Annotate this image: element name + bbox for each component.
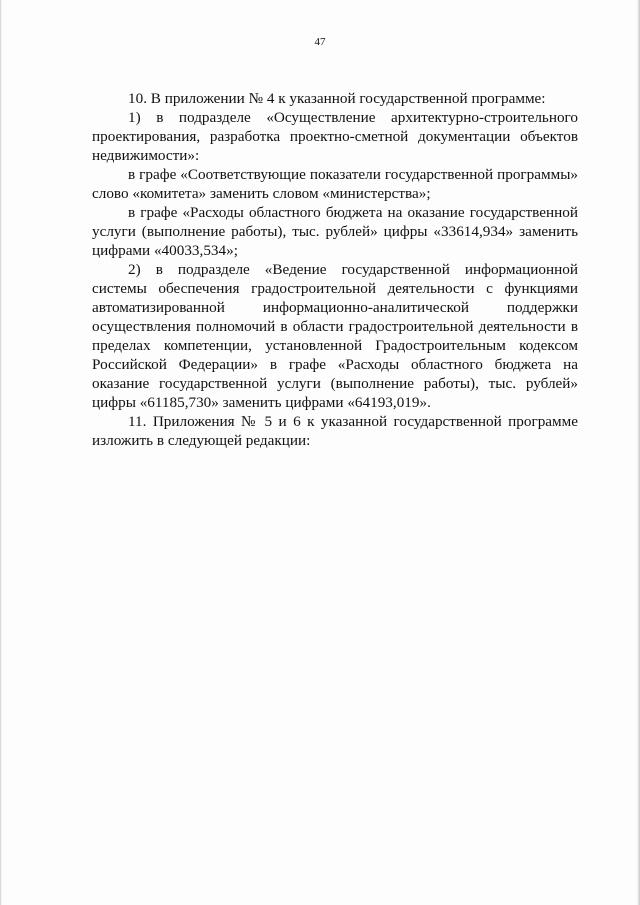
paragraph-column-expenses: в графе «Расходы областного бюджета на оказание государственной услуги (выполнение работы), тыс. рублей» цифры «33614,934» заменить цифрами «40033,534»;: [92, 204, 578, 259]
paragraph-subitem-1: 1) в подразделе «Осуществление архитектурно-строительного проектирования, разработка проектно-сметной документации объектов недвижимости»:: [92, 109, 578, 164]
page-number: 47: [314, 36, 326, 48]
paragraph-item-10: 10. В приложении № 4 к указанной государственной программе:: [128, 90, 546, 107]
paragraph-subitem-2: 2) в подразделе «Ведение государственной информационной системы обеспечения градостроительной деятельности с функциями автоматизированной информационно-аналитической поддержки осуществления полномочий в области градостроительной деятельности в пределах компетенции, установленной Градостроительным кодексом Российской Федерации» в графе «Расходы областного бюджета на оказание государственной услуги (выполнение работы), тыс. рублей» цифры «61185,730» заменить цифрами «64193,019».: [92, 261, 578, 411]
scan-edge-left: [0, 0, 2, 905]
paragraph-column-indicators: в графе «Соответствующие показатели государственной программы» слово «комитета» заменить словом «министерства»;: [92, 166, 578, 202]
document-body: [92, 89, 578, 450]
paragraph-item-11: 11. Приложения № 5 и 6 к указанной государственной программе изложить в следующей редакции:: [92, 413, 578, 449]
